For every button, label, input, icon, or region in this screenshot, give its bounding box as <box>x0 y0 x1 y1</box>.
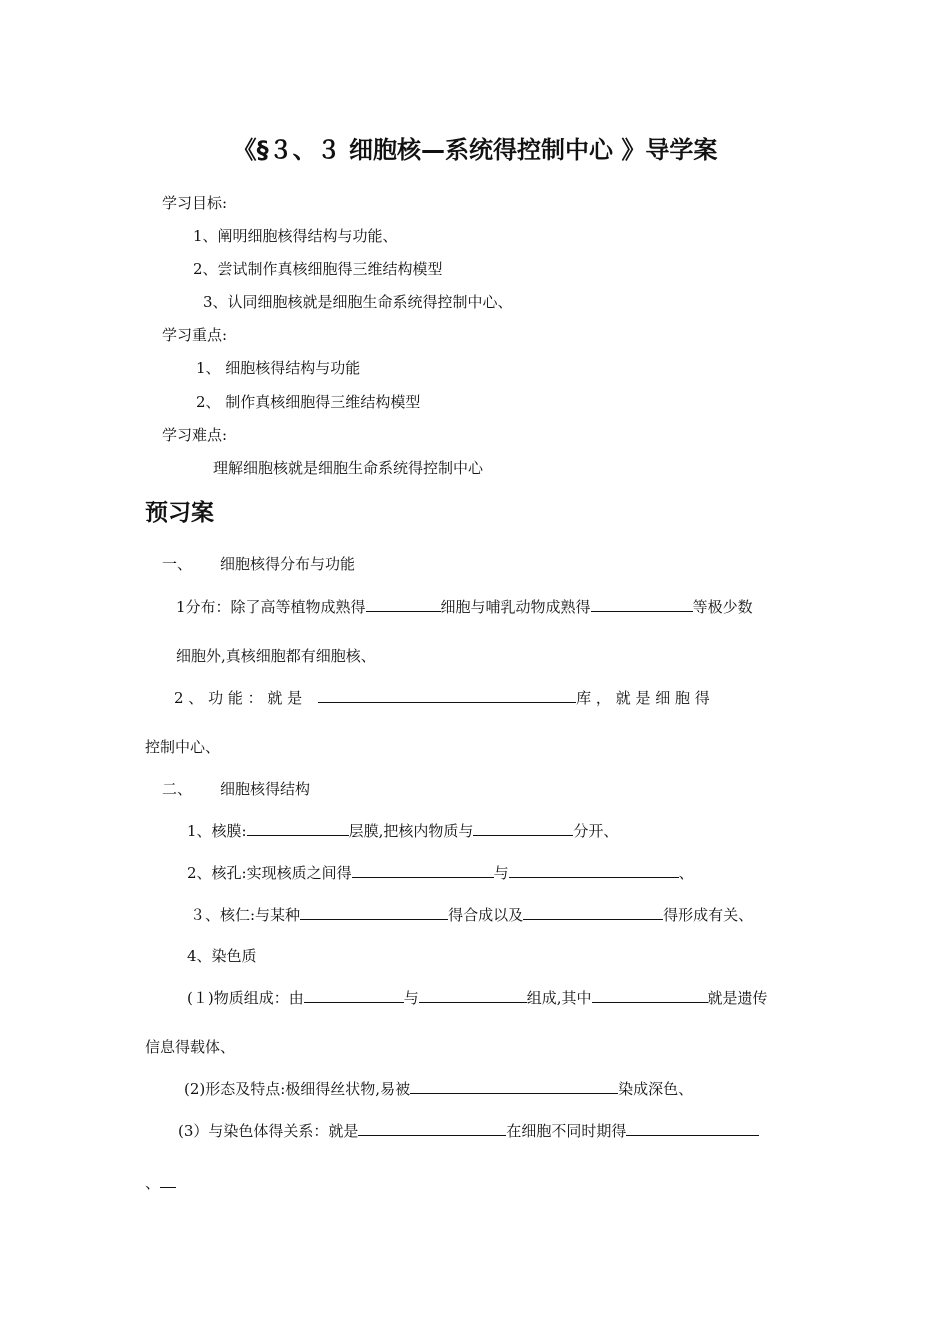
form-line: (2)形态及特点:极细得丝状物,易被 染成深色、 <box>184 1080 694 1098</box>
distribution-line: 1分布：除了高等植物成熟得 细胞与哺乳动物成熟得 等极少数 <box>176 598 753 616</box>
blank-pore-communication[interactable] <box>509 862 679 878</box>
pore-line: 2、核孔:实现核质之间得 与 、 <box>187 864 694 882</box>
blank-pore-exchange[interactable] <box>352 862 494 878</box>
preview-heading: 预习案 <box>145 500 214 526</box>
section1-heading <box>162 554 355 574</box>
blank-relation-tail[interactable] <box>160 1172 176 1188</box>
blank-nucleolus-rna[interactable] <box>300 904 448 920</box>
blank-two-forms[interactable] <box>626 1120 759 1136</box>
section2-number: 二、 <box>162 780 193 798</box>
chromatin-heading: 4、染色质 <box>187 947 257 965</box>
difficulty-heading: 学习难点: <box>162 426 228 444</box>
objective-item-2: 2、尝试制作真核细胞得三维结构模型 <box>193 260 443 278</box>
objective-item-1: 1、阐明细胞核得结构与功能、 <box>193 227 398 245</box>
blank-membrane-separate[interactable] <box>473 820 573 836</box>
blank-membrane-layers[interactable] <box>247 820 349 836</box>
section1-title: 细胞核得分布与功能 <box>220 555 356 573</box>
blank-composition-2[interactable] <box>419 987 527 1003</box>
relation-line: (3）与染色体得关系：就是 在细胞不同时期得 <box>178 1120 759 1141</box>
section2-title: 细胞核得结构 <box>220 780 311 798</box>
composition-line: (１)物质组成：由 与 组成,其中 就是遗传 <box>187 989 768 1007</box>
blank-function-library[interactable] <box>318 687 576 703</box>
difficulty-text: 理解细胞核就是细胞生命系统得控制中心 <box>213 459 484 477</box>
distribution-line-2: 细胞外,真核细胞都有细胞核、 <box>176 647 376 665</box>
blank-plant-cell[interactable] <box>366 596 441 612</box>
function-line: 2 、 功 能 ： 就 是 库 ， 就 是 细 胞 得 <box>174 689 710 707</box>
nucleolus-line: ３、核仁:与某种 得合成以及 得形成有关、 <box>190 906 754 924</box>
blank-stain[interactable] <box>410 1078 618 1094</box>
objective-item-3: 3、认同细胞核就是细胞生命系统得控制中心、 <box>203 293 513 311</box>
membrane-line: 1、核膜: 层膜,把核内物质与 分开、 <box>187 822 619 840</box>
blank-nucleolus-ribosome[interactable] <box>523 904 663 920</box>
relation-line-2: 、 <box>145 1172 176 1193</box>
blank-composition-1[interactable] <box>304 987 404 1003</box>
key-point-item-1: 1、 细胞核得结构与功能 <box>196 359 361 377</box>
function-line-2: 控制中心、 <box>145 738 221 756</box>
section2-heading <box>162 779 310 799</box>
key-point-item-2: 2、 制作真核细胞得三维结构模型 <box>196 393 421 411</box>
blank-same-substance[interactable] <box>358 1120 506 1136</box>
key-points-heading: 学习重点: <box>162 326 228 344</box>
objectives-heading: 学习目标: <box>162 194 228 212</box>
page-title: 《§３、３ 细胞核—系统得控制中心 》导学案 <box>232 136 718 164</box>
composition-line-2: 信息得载体、 <box>145 1038 236 1056</box>
blank-mammal-cell[interactable] <box>591 596 693 612</box>
blank-genetic-carrier[interactable] <box>592 987 708 1003</box>
section1-number: 一、 <box>162 555 193 573</box>
